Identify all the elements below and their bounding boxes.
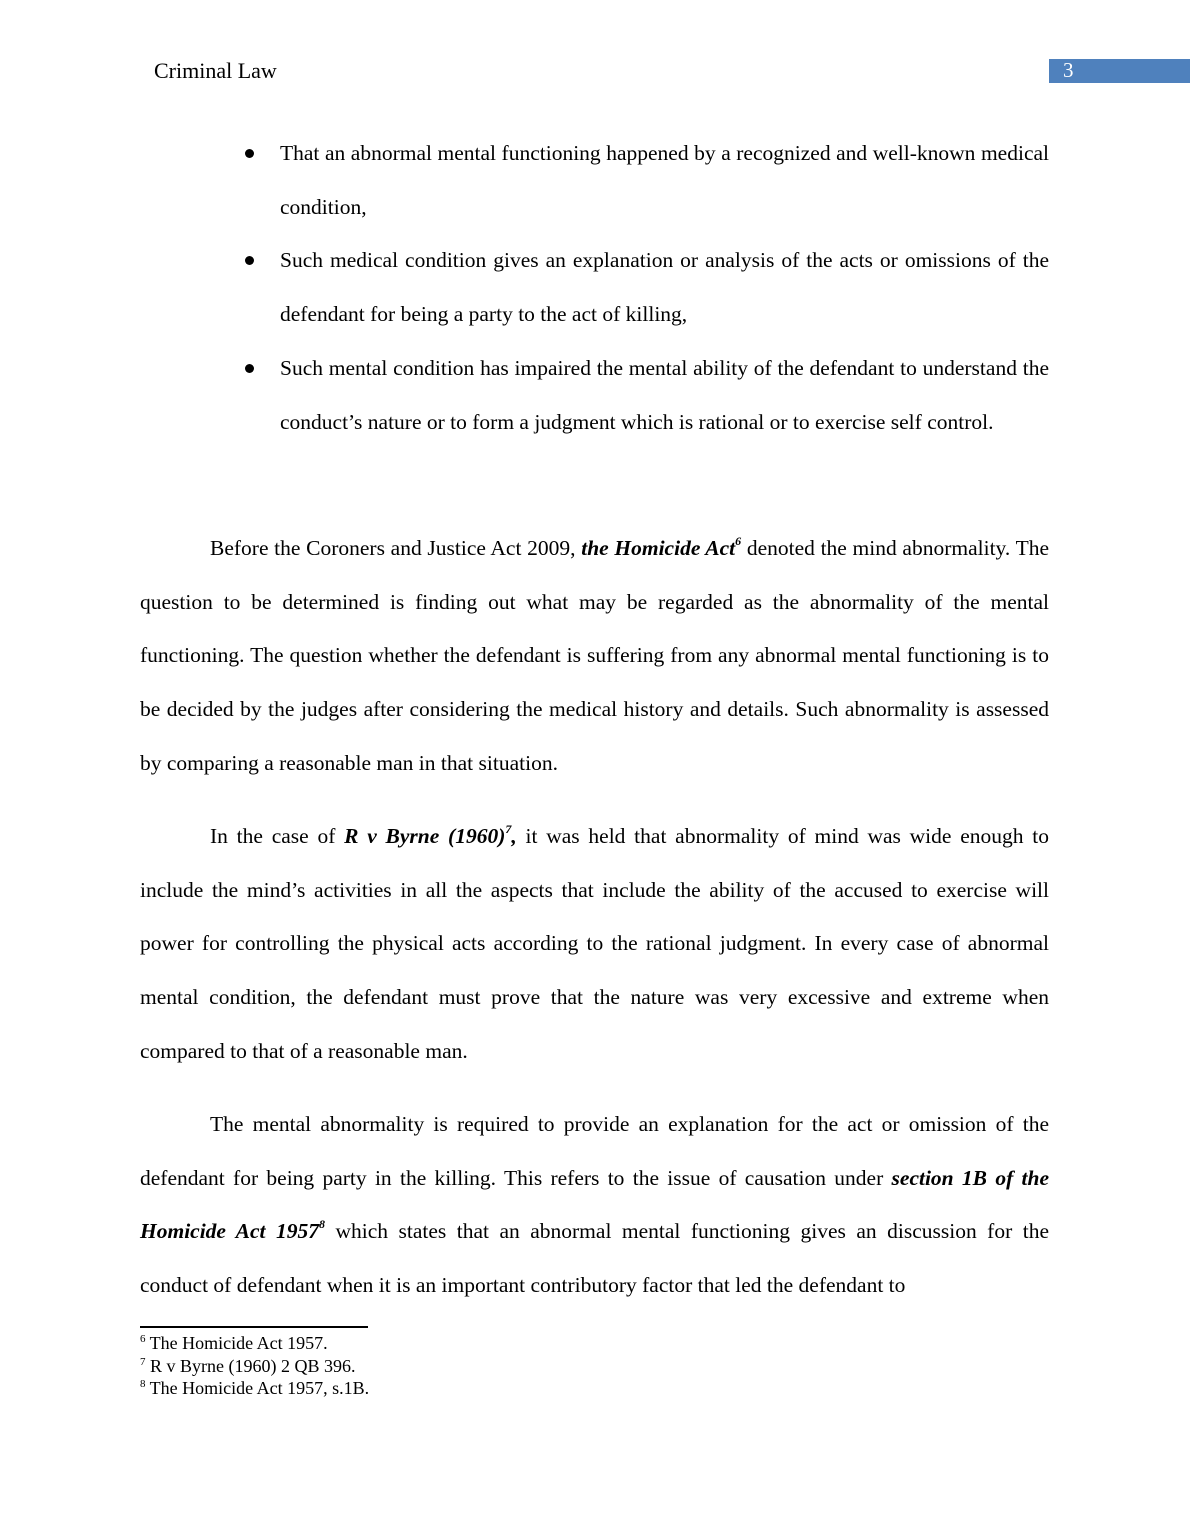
bullet-text: That an abnormal mental functioning happened by a recognized and well-known medical condition, [280, 141, 1049, 219]
para1-text-start: Before the Coroners and Justice Act 2009, [210, 536, 582, 560]
footnote-text: R v Byrne (1960) 2 QB 396. [145, 1355, 356, 1376]
footnote-item [140, 1377, 369, 1400]
criteria-bullet-list [140, 127, 1049, 449]
bullet-text: Such mental condition has impaired the mental ability of the defendant to understand the conduct’s nature or to form a judgment which is rational or to exercise self control. [280, 355, 1049, 434]
footnote-number: 6 [140, 1333, 146, 1345]
bullet-item [140, 127, 1049, 234]
footnote-separator [140, 1326, 368, 1328]
paragraph-causation [140, 1098, 1049, 1313]
bullet-icon [245, 364, 254, 373]
footnotes-list [140, 1332, 369, 1400]
para2-emphasis: R v Byrne (1960) [344, 824, 506, 848]
footnote-number: 7 [140, 1355, 146, 1368]
footnote-text: The Homicide Act 1957, s.1B. [145, 1378, 370, 1398]
footnote-number: 8 [140, 1378, 146, 1390]
para3-text-start: The mental abnormality is required to provide an explanation for the act or omission of the defendant for being party in the killing. This refers to the issue of causation under [140, 1112, 1049, 1190]
footnote-ref-6[interactable]: 6 [735, 533, 742, 548]
para3-text-end: which states that an abnormal mental functioning gives an discussion for the conduct of defendant when it is an important contributory factor that led the defendant to [140, 1219, 1049, 1298]
footnote-item [140, 1355, 369, 1378]
footnote-ref-7[interactable]: 7 [505, 821, 512, 836]
bullet-icon [245, 149, 254, 158]
para3-emphasis: section 1B of the Homicide Act 1957 [140, 1165, 1049, 1244]
footnote-ref-8[interactable]: 8 [319, 1217, 325, 1232]
footnote-item [140, 1332, 369, 1355]
bullet-item [140, 342, 1049, 449]
para1-emphasis: the Homicide Act [581, 536, 736, 560]
bullet-icon [245, 256, 254, 265]
para2-text-start: In the case of [210, 824, 345, 848]
paragraph-r-v-byrne [140, 810, 1049, 1079]
para2-comma: , [511, 824, 517, 848]
paragraph-homicide-act [140, 522, 1049, 791]
footnote-text: The Homicide Act 1957. [145, 1333, 328, 1353]
bullet-text: Such medical condition gives an explanation or analysis of the acts or omissions of the defendant for being a party to the act of killing, [280, 248, 1049, 327]
page-number: 3 [1063, 58, 1074, 82]
running-header-title: Criminal Law [154, 58, 277, 83]
para1-text-end: denoted the mind abnormality. The question to be determined is finding out what may be regarded as the abnormality of the mental functioning. The question whether the defendant is suffering from any abnormal mental functioning is to be decided by the judges after considering the medical history and details. Such abnormality is assessed by comparing a reasonable man in that situation. [140, 536, 1050, 775]
para2-text-end: it was held that abnormality of mind was wide enough to include the mind’s activities in all the aspects that include the ability of the accused to exercise will power for controlling the physical acts according to the rational judgment. In every case of abnormal mental condition, the defendant must prove that the nature was very excessive and extreme when compared to that of a reasonable man. [140, 824, 1049, 1063]
bullet-item [140, 234, 1049, 341]
page-number-box [1049, 59, 1190, 83]
